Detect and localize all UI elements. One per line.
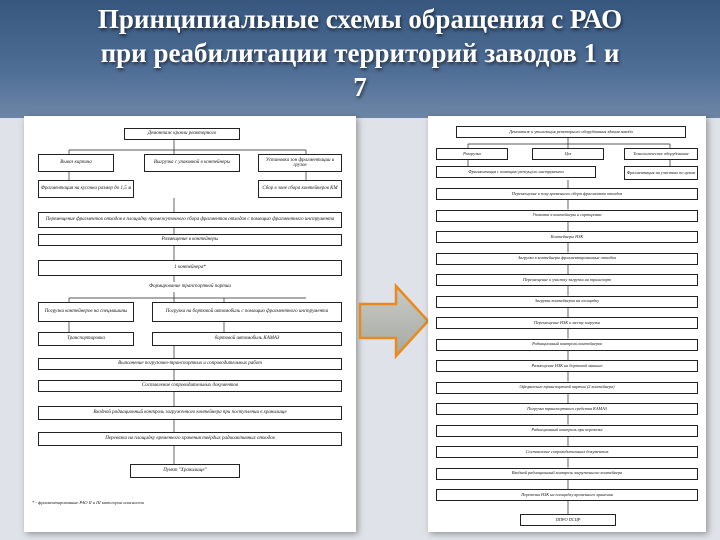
left-final-box: Пункт "Хранилище" xyxy=(130,464,240,478)
right-step-9: Размещение НЗК на бортовой машине xyxy=(436,360,698,372)
left-footnote: * - фрагментированные РАО II и III категории опасности xyxy=(32,500,144,505)
left-row1-box-3: Установка зон фрагментации и грузов xyxy=(258,154,342,172)
right-step-11: Погрузка транспортного средства КАМАЗ xyxy=(436,403,698,415)
right-step-7: Перемещение НЗК к месту загрузки xyxy=(436,317,698,329)
left-row4-box-1: Транспортировка xyxy=(38,332,134,346)
left-step-5: Выполнение погрузочно-транспортных и сопроводительных работ xyxy=(38,358,342,370)
left-row2-box-2: Сбор в зоне сбора контейнеров КМ xyxy=(258,180,342,198)
left-row3-box-1: Погрузка контейнеров на спецмашины xyxy=(38,302,134,322)
left-row4-box-2: бортовой автомобиль КАМАЗ xyxy=(152,332,342,346)
left-step-4: Формирование транспортной партии xyxy=(149,284,231,290)
right-step-2: Упаковка в контейнеры и сортировка xyxy=(436,210,698,222)
left-step-1: Перемещение фрагментов отходов в площадку промежуточного сбора фрагментов отходов с помощью фрагментного инструмента xyxy=(38,212,342,228)
right-step-8: Радиационный контроль контейнеров xyxy=(436,339,698,351)
left-row2-box-1: Фрагментация на кусочки размер до 1,5 м xyxy=(38,180,134,198)
right-step-14: Входной радиационный контроль загруженного контейнера xyxy=(436,468,698,480)
left-scheme-document xyxy=(24,116,356,532)
left-row3-box-2: Погрузка на бортовой автомобиль с помощью фрагментного инструмента xyxy=(152,302,342,322)
right-step-4: Загрузка в контейнеры фрагментированных отходов xyxy=(436,253,698,265)
title-line-2: при реабилитации территорий заводов 1 и xyxy=(100,38,620,68)
right-step-15: Перевозка НЗК на площадку временного хранения xyxy=(436,489,698,501)
right-arrow-icon xyxy=(356,282,432,360)
right-row2-box-2: Фрагментация на участках по цехам xyxy=(624,166,698,180)
right-final-box: ППРО ПСЦР xyxy=(520,514,616,526)
left-step-2: Размещение в контейнеры xyxy=(38,234,342,246)
right-step-10: Оформление транспортной партии (2 контейнера) xyxy=(436,382,698,394)
left-step-7: Входной радиационный контроль загруженного контейнера при поступлении в хранилище xyxy=(38,406,342,420)
right-step-6: Загрузка контейнеров на площадку xyxy=(436,296,698,308)
right-row1-box-2: Цех xyxy=(532,148,604,160)
right-step-13: Составление сопроводительных документов xyxy=(436,446,698,458)
left-header-box: Демонтаж кровли реакторного xyxy=(124,128,240,140)
left-step-3: 1 контейнера* xyxy=(38,260,342,276)
right-step-1: Перемещение в зону временного сбора фрагментов отходов xyxy=(436,188,698,200)
title-line-3: 7 xyxy=(353,72,367,102)
right-header-box: Демонтаж и утилизация реакторного оборудования здания завода xyxy=(456,126,686,138)
title-line-1: Принципиальные схемы обращения с РАО xyxy=(97,4,623,34)
slide-header xyxy=(0,0,720,118)
right-step-5: Перемещение к участку загрузки на транспорт xyxy=(436,274,698,286)
left-step-8: Перевозка на площадку временного хранения твёрдых радиоактивных отходов xyxy=(38,432,342,446)
right-row1-box-3: Технологическое оборудование xyxy=(624,148,698,160)
right-row1-box-1: Разгрузка xyxy=(436,148,508,160)
left-row1-box-1: Вывоз кирпича xyxy=(38,154,114,172)
left-row1-box-2: Выгрузка с упаковкой в контейнеры xyxy=(144,154,240,172)
right-step-12: Радиационный контроль при перевозке xyxy=(436,425,698,437)
right-scheme-document xyxy=(428,116,706,532)
right-step-3: Контейнеры НЗК xyxy=(436,231,698,243)
left-step-6: Составление сопроводительных документов xyxy=(38,380,342,392)
right-row2-box-1: Фрагментация с помощью режущего инструмента xyxy=(436,166,596,178)
slide-title xyxy=(20,2,700,104)
